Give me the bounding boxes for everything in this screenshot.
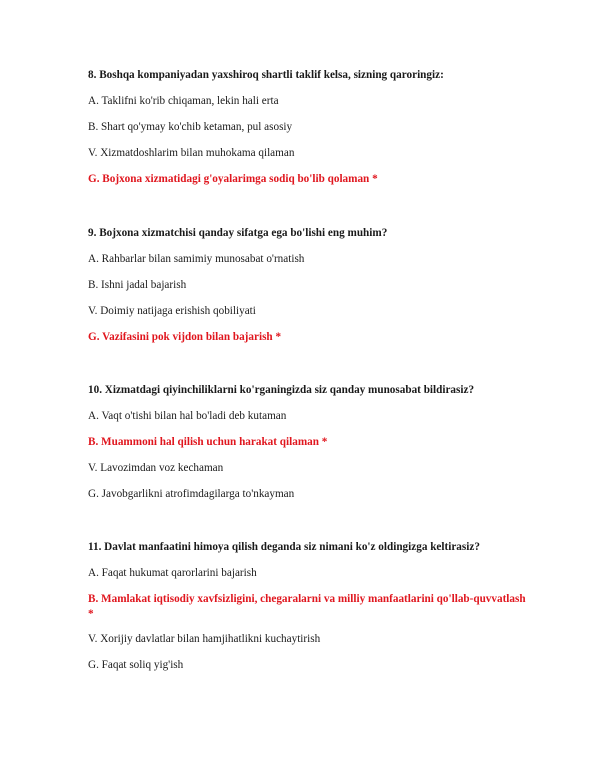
option-b: B. Ishni jadal bajarish xyxy=(88,279,187,291)
option-g-correct: G. Bojxona xizmatidagi g'oyalarimga sodiq bo'lib qolaman * xyxy=(88,173,378,185)
option-v: V. Doimiy natijaga erishish qobiliyati xyxy=(88,305,256,317)
option-g: G. Javobgarlikni atrofimdagilarga to'nkayman xyxy=(88,488,295,500)
question-text: 8. Boshqa kompaniyadan yaxshiroq shartli taklif kelsa, sizning qaroringiz: xyxy=(88,69,444,81)
option-b-correct: B. Muammoni hal qilish uchun harakat qilaman * xyxy=(88,436,328,448)
question-9 xyxy=(88,226,528,343)
option-v: V. Xizmatdoshlarim bilan muhokama qilaman xyxy=(88,147,295,159)
question-text: 11. Davlat manfaatini himoya qilish deganda siz nimani ko'z oldingizga keltirasiz? xyxy=(88,541,480,553)
option-a: A. Vaqt o'tishi bilan hal bo'ladi deb kutaman xyxy=(88,410,287,422)
question-10 xyxy=(88,383,528,500)
option-a: A. Faqat hukumat qarorlarini bajarish xyxy=(88,567,257,579)
question-text: 10. Xizmatdagi qiyinchiliklarni ko'rganingizda siz qanday munosabat bildirasiz? xyxy=(88,384,475,396)
option-b: B. Shart qo'ymay ko'chib ketaman, pul asosiy xyxy=(88,121,293,133)
question-11 xyxy=(88,540,528,671)
question-8 xyxy=(88,68,528,185)
option-v: V. Xorijiy davlatlar bilan hamjihatlikni kuchaytirish xyxy=(88,633,321,645)
question-text: 9. Bojxona xizmatchisi qanday sifatga ega bo'lishi eng muhim? xyxy=(88,227,388,239)
option-b-correct: B. Mamlakat iqtisodiy xavfsizligini, chegaralarni va milliy manfaatlarini qo'llab-quvvatlash * xyxy=(88,593,526,620)
option-g-correct: G. Vazifasini pok vijdon bilan bajarish * xyxy=(88,331,282,343)
option-v: V. Lavozimdan voz kechaman xyxy=(88,462,224,474)
option-a: A. Rahbarlar bilan samimiy munosabat o'rnatish xyxy=(88,253,305,265)
option-a: A. Taklifni ko'rib chiqaman, lekin hali erta xyxy=(88,95,279,107)
option-g: G. Faqat soliq yig'ish xyxy=(88,659,184,671)
